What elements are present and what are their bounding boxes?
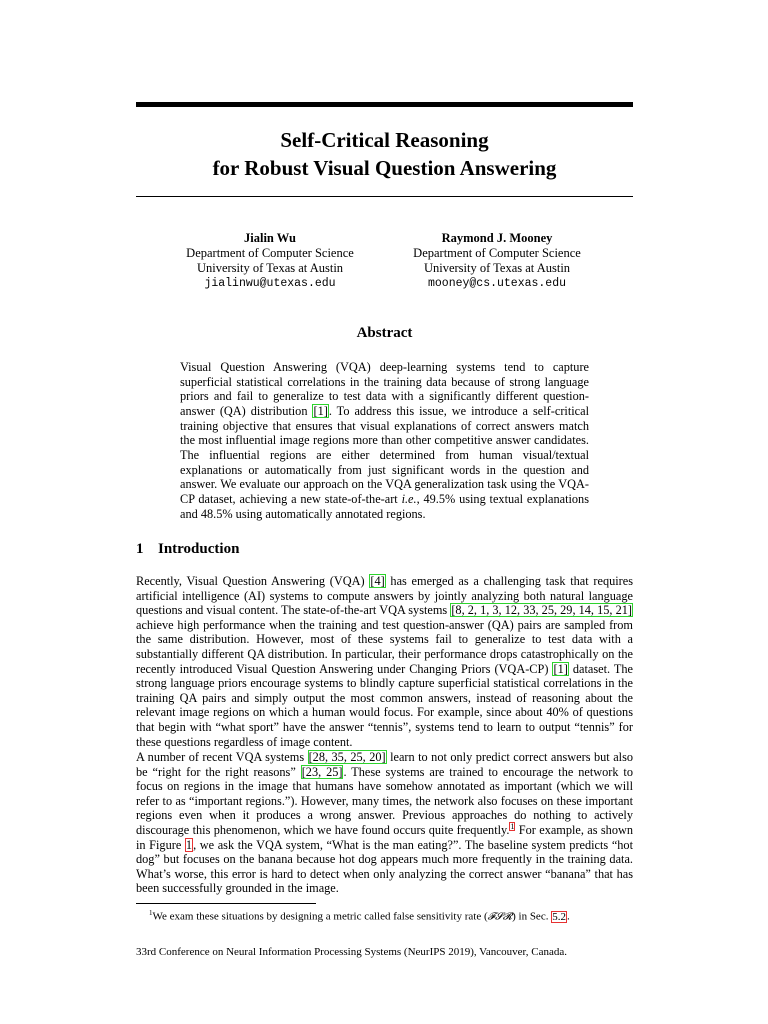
title-line-2: for Robust Visual Question Answering (212, 156, 557, 180)
section-link[interactable]: 5.2 (552, 910, 566, 923)
figure-link[interactable]: 1 (185, 837, 193, 852)
author-name: Raymond J. Mooney (441, 231, 553, 245)
author-email: jialinwu@utexas.edu (204, 277, 336, 290)
footnote-mark: 1 (149, 909, 153, 917)
author-department: Department of Computer Science (186, 246, 354, 260)
paragraph-1: Recently, Visual Question Answering (VQA) [4] has emerged as a challenging task that requires artificial intelligence (AI) systems to compute answers by jointly analyzing both natural language questions and visual content. The state-of-the-art VQA systems [8, 2, 1, 3, 12, 33, 25, 29, 14, 15, 21] achieve high performance when the training and test question-answer (QA) pairs are sampled from the same distribution. However, most of these systems fail to generalize to test data with a substantially different QA distribution. In particular, their performance drops catastrophically on the recently introduced Visual Question Answering under Changing Priors (VQA-CP) [1] dataset. The strong language priors encourage systems to blindly capture superficial statistical correlations in the training QA pairs and simply output the most common answers, instead of reasoning about the relevant image regions on which a human would focus. For example, since about 40% of questions that begin with “what sport” have the answer “tennis”, systems tend to learn to output “tennis” for these questions regardless of image content. (136, 574, 634, 749)
abstract-heading: Abstract (356, 325, 413, 341)
author-block-2 (377, 231, 617, 291)
citation-link[interactable]: [8, 2, 1, 3, 12, 33, 25, 29, 14, 15, 21] (451, 603, 632, 618)
citation-link[interactable]: [4] (370, 574, 385, 588)
author-name: Jialin Wu (244, 231, 296, 245)
section-number: 1 (136, 541, 144, 557)
section-title: Introduction (158, 541, 240, 557)
section-heading (136, 541, 239, 558)
title-top-rule (136, 102, 633, 107)
title-bottom-rule (136, 196, 633, 197)
fsr-symbol: 𝓕𝓢𝓡 (487, 911, 513, 923)
citation-link[interactable]: [28, 35, 25, 20] (308, 750, 386, 764)
author-email: mooney@cs.utexas.edu (427, 277, 567, 290)
title-line-1: Self-Critical Reasoning (280, 128, 489, 152)
author-department: Department of Computer Science (413, 246, 581, 260)
footnote: $^1$We exam these situations by designing a metric called false sensitivity rate (𝓕𝓢𝓡) in Sec. 5.2. (149, 909, 570, 923)
author-block-1 (150, 231, 390, 291)
footnote-link[interactable]: 1 (510, 821, 515, 831)
citation-link[interactable]: [1] (553, 661, 568, 676)
citation-link[interactable]: [1] (313, 403, 328, 418)
paragraph-2: A number of recent VQA systems [28, 35, 25, 20] learn to not only predict correct answers but also be “right for the right reasons” [23, 25]. These systems are trained to encourage the network to focus on regions in the image that humans have somehow annotated as important (which we will refer to as “important regions.”). However, many times, the network also focuses on these important regions even when it produces a wrong answer. Previous approaches do nothing to actively discourage this phenomenon, which we have found occurs quite frequently.$^1$ For example, as shown in Figure 1, we ask the VQA system, “What is the man eating?”. The baseline system predicts “hot dog” but focuses on the banana because hot dog appears much more frequently in the training data. What’s worse, this error is hard to detect when only analyzing the correct answer “banana” that has been successfully grounded in the image. (136, 750, 634, 896)
paper-title (136, 126, 633, 182)
venue-footer: 33rd Conference on Neural Information Processing Systems (NeurIPS 2019), Vancouver, Canada. (136, 946, 568, 958)
citation-link[interactable]: [23, 25] (301, 764, 343, 779)
author-university: University of Texas at Austin (196, 261, 344, 275)
author-university: University of Texas at Austin (423, 261, 571, 275)
footnote-rule (136, 903, 316, 904)
abstract-text: Visual Question Answering (VQA) deep-learning systems tend to capture superficial statistical correlations in the training data because of strong language priors and fail to generalize to test data with a significantly different question-answer (QA) distribution [1]. To address this issue, we introduce a self-critical training objective that ensures that visual explanations of correct answers match the most influential image regions more than other competitive answer candidates. The influential regions are either determined from human visual/textual explanations or automatically from just significant words in the question and answer. We evaluate our approach on the VQA generalization task using the VQA-CP dataset, achieving a new state-of-the-art i.e., 49.5% using textual explanations and 48.5% using automatically annotated regions. (180, 360, 589, 521)
